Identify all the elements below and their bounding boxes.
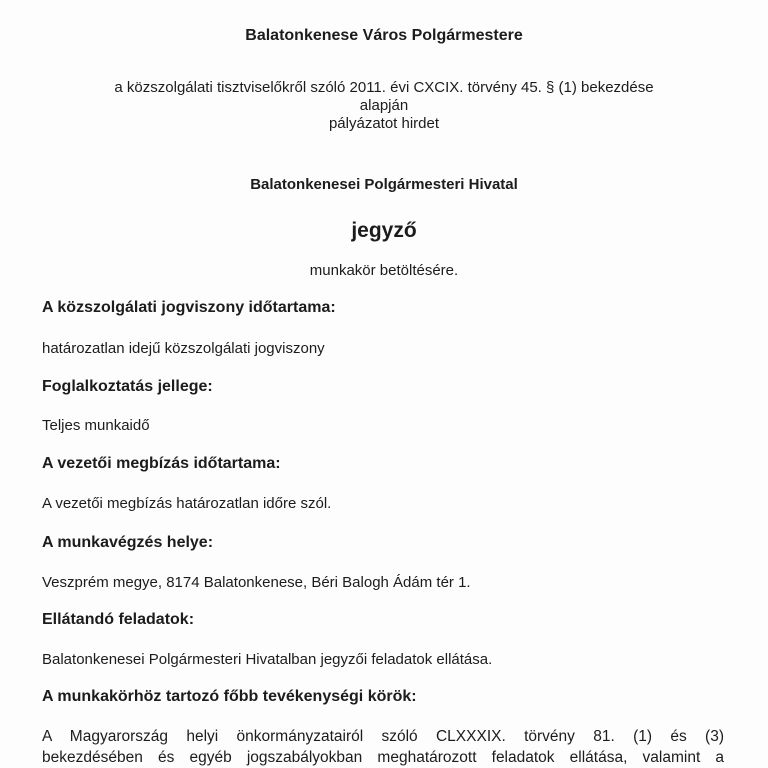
section-heading-duration: A közszolgálati jogviszony időtartama: — [42, 299, 336, 316]
position-title: jegyző — [351, 219, 417, 242]
section-text-activities-line-2: bekezdésében és egyéb jogszabályokban meghatározott feladatok ellátása, valamint a — [42, 749, 724, 766]
section-heading-workplace: A munkavégzés helye: — [42, 534, 214, 551]
announcement-line: pályázatot hirdet — [328, 115, 440, 132]
section-text-activities-line-1: A Magyarország helyi önkormányzatairól szóló CLXXXIX. törvény 81. (1) és (3) — [42, 728, 724, 745]
section-text-tasks: Balatonkenesei Polgármesteri Hivatalban jegyzői feladatok ellátása. — [42, 651, 493, 668]
section-text-employment-type: Teljes munkaidő — [42, 417, 150, 434]
section-heading-tasks: Ellátandó feladatok: — [42, 611, 195, 628]
position-subtitle: munkakör betöltésére. — [309, 262, 459, 279]
issuer-title: Balatonkenese Város Polgármestere — [245, 27, 523, 44]
section-heading-employment-type: Foglalkoztatás jellege: — [42, 378, 213, 395]
section-heading-mandate-duration: A vezetői megbízás időtartama: — [42, 455, 281, 472]
section-text-workplace: Veszprém megye, 8174 Balatonkenese, Béri Balogh Ádám tér 1. — [42, 574, 471, 591]
section-text-duration: határozatlan idejű közszolgálati jogviszony — [42, 340, 325, 357]
section-heading-activities: A munkakörhöz tartozó főbb tevékenységi körök: — [42, 688, 417, 705]
legal-basis-line-1: a közszolgálati tisztviselőkről szóló 2011. évi CXCIX. törvény 45. § (1) bekezdése — [114, 79, 654, 96]
section-text-mandate-duration: A vezetői megbízás határozatlan időre szól. — [42, 495, 332, 512]
legal-basis-line-2: alapján — [359, 97, 409, 114]
organization-name: Balatonkenesei Polgármesteri Hivatal — [250, 176, 518, 193]
legal-basis — [0, 79, 768, 133]
